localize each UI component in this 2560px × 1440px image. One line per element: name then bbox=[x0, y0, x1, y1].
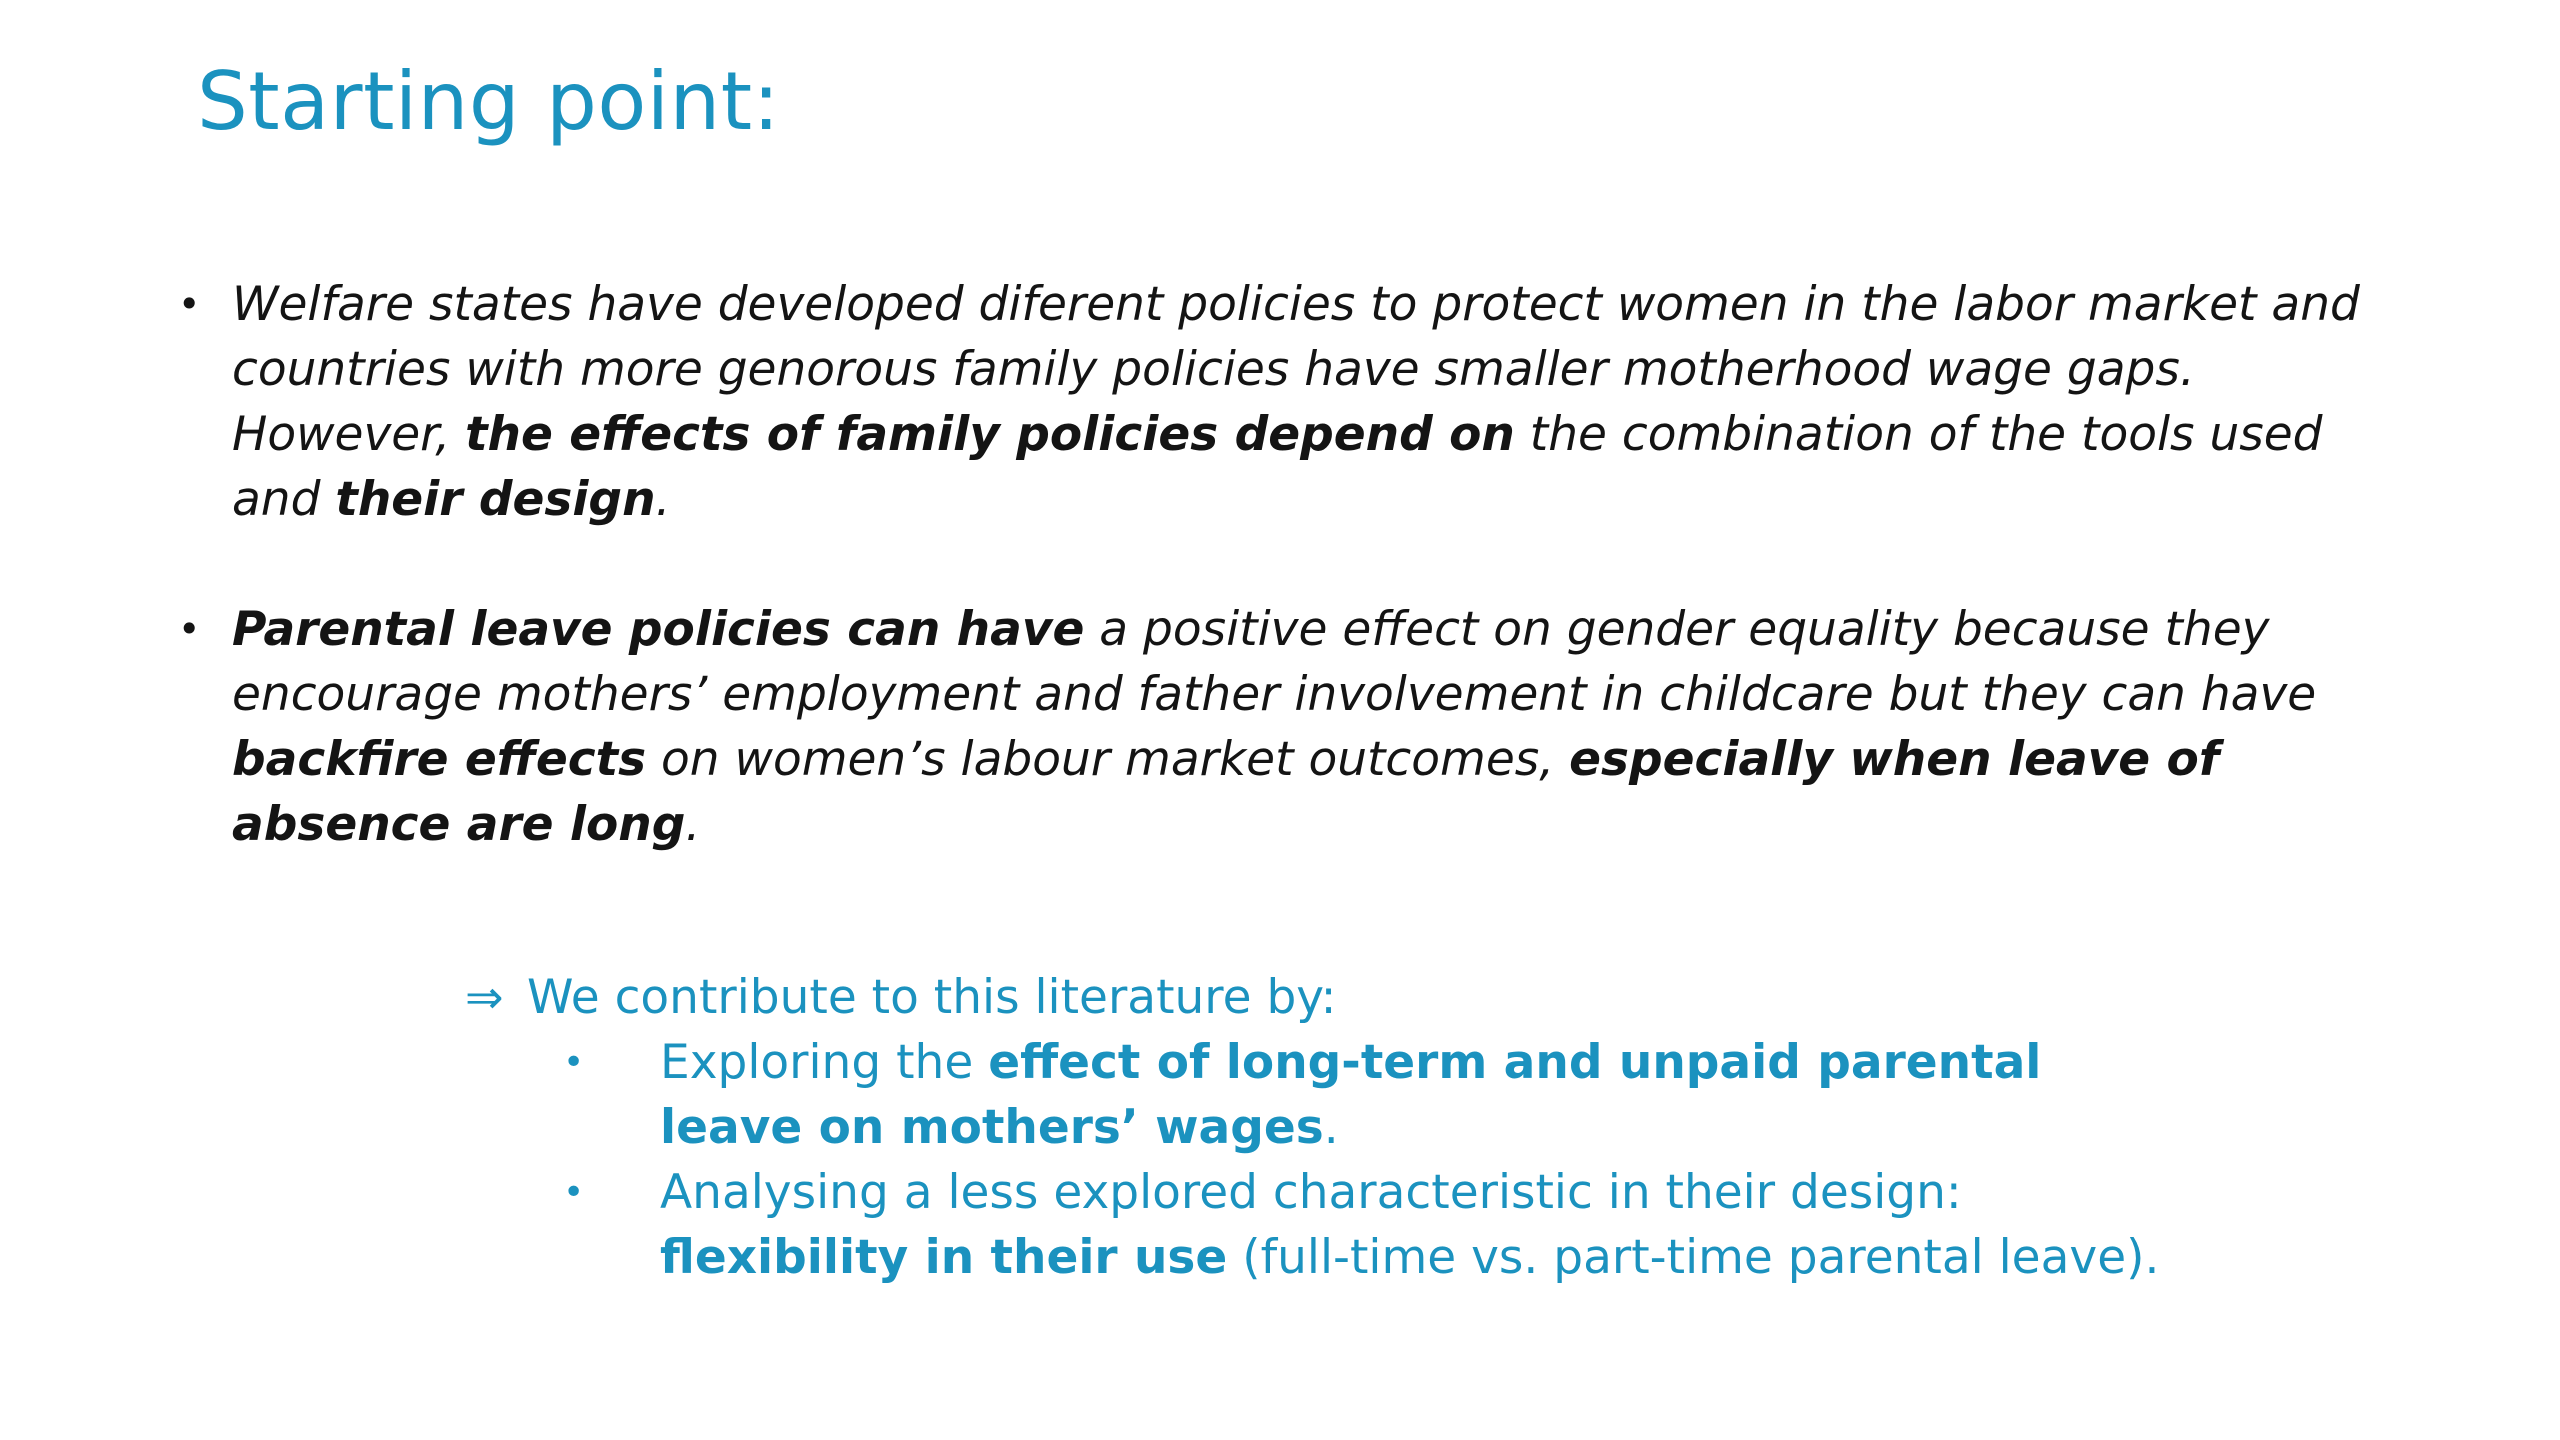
bullet-text: . bbox=[655, 472, 671, 527]
bullet-dot-icon: • bbox=[563, 1042, 585, 1083]
bullet-dot-icon: • bbox=[178, 282, 201, 326]
bullet-dot-icon: • bbox=[563, 1172, 585, 1213]
contribution-item-flexibility bbox=[465, 1160, 2165, 1290]
contribution-text: (full-time vs. part-time parental leave). bbox=[1227, 1230, 2160, 1285]
contribution-text: . bbox=[1323, 1100, 1339, 1155]
contribution-heading-row bbox=[465, 965, 2165, 1030]
contribution-list bbox=[465, 1030, 2165, 1290]
bullet-text: a positive effect on gender equality because they encourage mothers’ employment and father involvement in childcare but they can have bbox=[232, 602, 2317, 722]
bullet-emphasis: their design bbox=[335, 472, 656, 527]
bullet-text: on women’s labour market outcomes, bbox=[646, 732, 1570, 787]
slide-title: Starting point: bbox=[197, 55, 781, 148]
bullet-emphasis: especially when leave of absence are long bbox=[232, 732, 2220, 852]
contribution-text: Analysing a less explored characteristic in their design: bbox=[660, 1165, 1962, 1220]
bullet-dot-icon: • bbox=[178, 607, 201, 651]
contribution-emphasis: effect of long-term and unpaid parental leave on mothers’ wages bbox=[660, 1035, 2042, 1155]
bullet-emphasis: the effects of family policies depend on bbox=[465, 407, 1515, 462]
contribution-text: Exploring the bbox=[660, 1035, 989, 1090]
bullet-text: the combination of the tools used and bbox=[232, 407, 2323, 527]
contribution-emphasis: flexibility in their use bbox=[660, 1230, 1228, 1285]
contribution-block bbox=[465, 965, 2165, 1290]
implies-arrow-icon: ⇒ bbox=[465, 970, 504, 1024]
bullet-text: Welfare states have developed diferent policies to protect women in the labor market and countries with more genorous family policies have smaller motherhood wage gaps. However, bbox=[232, 277, 2360, 462]
bullet-list bbox=[168, 272, 2408, 922]
bullet-item-parental-leave bbox=[168, 597, 2408, 857]
contribution-item-wages bbox=[465, 1030, 2165, 1160]
bullet-emphasis: backfire effects bbox=[232, 732, 647, 787]
bullet-emphasis: Parental leave policies can have bbox=[232, 602, 1085, 657]
bullet-text: . bbox=[685, 797, 701, 852]
contribution-heading: We contribute to this literature by: bbox=[527, 970, 1337, 1025]
bullet-item-family-policies bbox=[168, 272, 2408, 532]
